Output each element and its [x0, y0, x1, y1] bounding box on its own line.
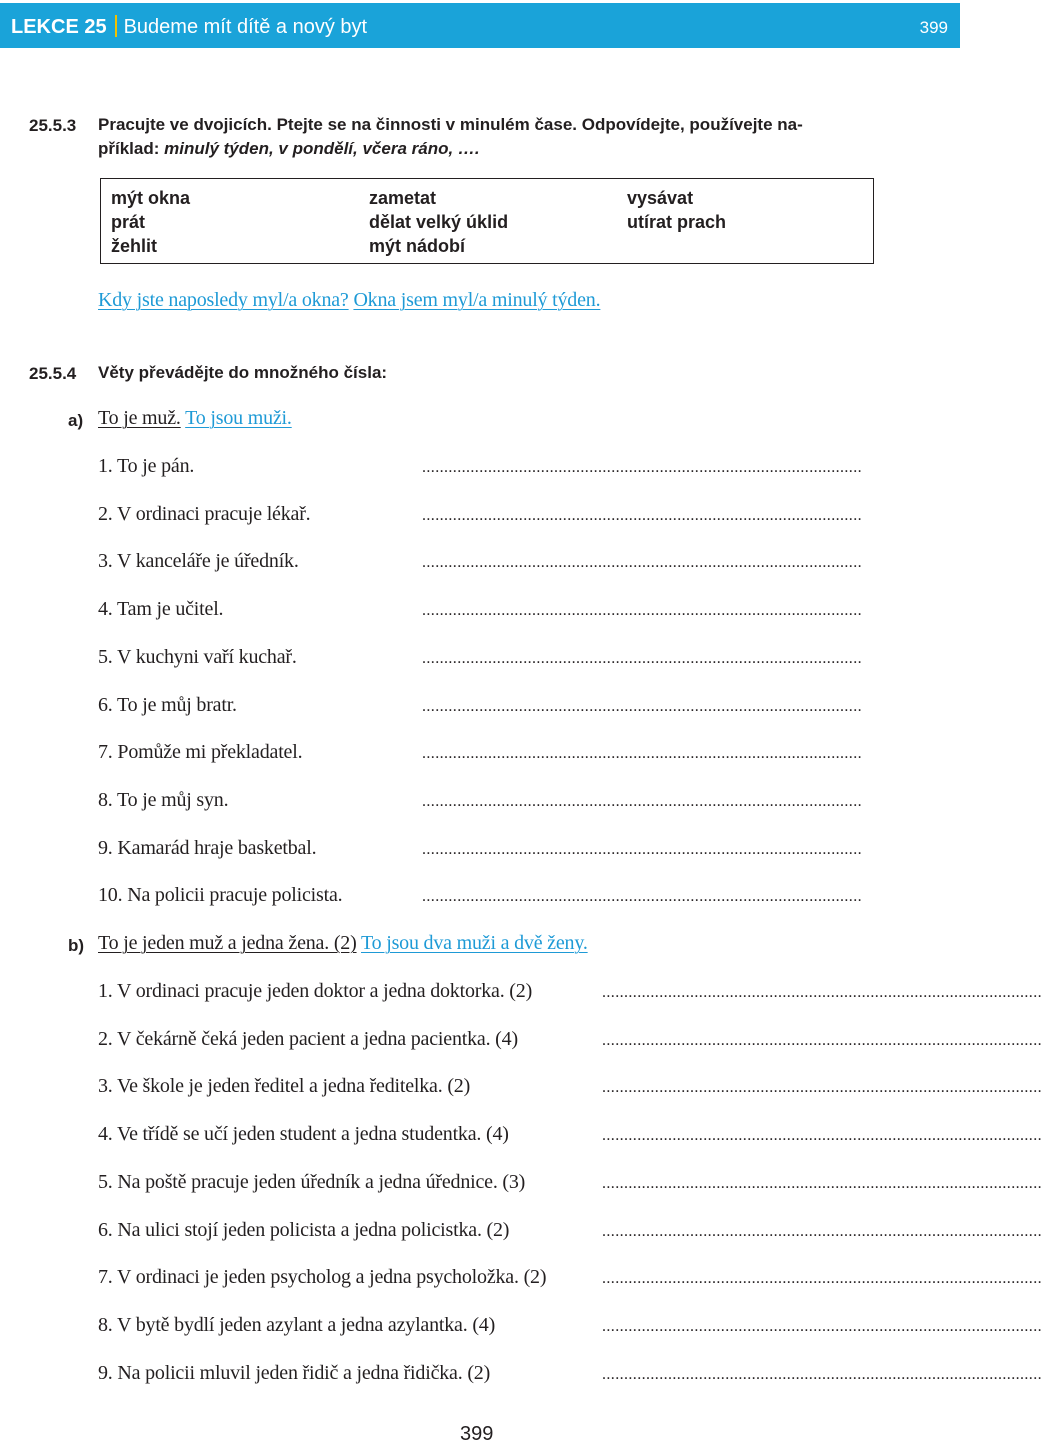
word: žehlit — [111, 236, 158, 256]
word: prát — [111, 212, 146, 232]
exercise-item: 4. Tam je učitel. — [98, 598, 224, 621]
exercise-instruction-4: Věty převádějte do množného čísla: — [98, 363, 388, 382]
answer-blank[interactable]: .................................................................................................... — [602, 1127, 1042, 1145]
answer-blank[interactable]: .................................................................................................... — [602, 984, 1042, 1001]
exercise-item: 2. V čekárně čeká jeden pacient a jedna pacientka. (4) — [98, 1027, 518, 1050]
exercise-item: 4. Ve třídě se učí jeden student a jedna studentka. (4) — [98, 1123, 509, 1146]
answer-blank[interactable]: .................................................................................................... — [422, 697, 862, 715]
exercise-item: 2. V ordinaci pracuje lékař. — [98, 502, 311, 525]
part-a-example — [98, 407, 292, 430]
example-answer: To jsou dva muži a dvě ženy. — [361, 932, 588, 954]
answer-blank[interactable]: .................................................................................................... — [602, 1031, 1042, 1049]
footer-page-number: 399 — [460, 1423, 494, 1445]
answer-blank[interactable]: .................................................................................................... — [422, 888, 862, 906]
answer-blank[interactable]: .................................................................................................... — [602, 1365, 1042, 1383]
header-page-number: 399 — [919, 18, 948, 37]
answer-blank[interactable]: .................................................................................................... — [422, 554, 862, 572]
example-sentence: To je muž. — [98, 407, 181, 429]
answer-blank[interactable]: .................................................................................................... — [602, 1222, 1042, 1240]
part-a-label: a) — [68, 411, 84, 430]
page-header — [0, 3, 960, 48]
lesson-number: LEKCE 25 — [11, 16, 107, 38]
exercise-item: 8. V bytě bydlí jeden azylant a jedna azylantka. (4) — [98, 1313, 496, 1336]
word-column-3 — [627, 186, 726, 234]
exercise-instruction-3 — [98, 113, 938, 161]
answer-blank[interactable]: .................................................................................................... — [422, 745, 862, 763]
instruction-line-1: Pracujte ve dvojicích. Ptejte se na činnosti v minulém čase. Odpovídejte, používejte na- — [98, 115, 803, 134]
word-column-2 — [369, 186, 508, 258]
answer-blank[interactable]: .................................................................................................... — [602, 1174, 1042, 1192]
exercise-item: 5. V kuchyni vaří kuchař. — [98, 645, 297, 668]
example-sentence: To je jeden muž a jedna žena. (2) — [98, 932, 357, 954]
instruction-prefix: příklad: — [98, 139, 165, 158]
header-separator — [115, 15, 117, 37]
exercise-item: 7. V ordinaci je jeden psycholog a jedna psycholožka. (2) — [98, 1266, 547, 1289]
answer-blank[interactable]: .................................................................................................... — [602, 1270, 1042, 1288]
exercise-item: 6. Na ulici stojí jeden policista a jedna policistka. (2) — [98, 1218, 510, 1241]
exercise-item: 3. V kanceláře je úředník. — [98, 550, 299, 573]
exercise-number-3: 25.5.3 — [29, 116, 77, 135]
answer-blank[interactable]: .................................................................................................... — [602, 1079, 1042, 1097]
exercise-item: 6. To je můj bratr. — [98, 693, 237, 716]
word: dělat velký úklid — [369, 212, 509, 232]
example-answer: To jsou muži. — [185, 407, 292, 429]
word: utírat prach — [627, 212, 727, 232]
example-dialogue — [98, 289, 600, 312]
lesson-name: Budeme mít dítě a nový byt — [123, 16, 368, 38]
exercise-item: 1. V ordinaci pracuje jeden doktor a jedna doktorka. (2) — [98, 980, 533, 1002]
exercise-item: 7. Pomůže mi překladatel. — [98, 741, 303, 764]
example-answer: Okna jsem myl/a minulý týden. — [353, 289, 601, 311]
answer-blank[interactable]: .................................................................................................... — [422, 792, 862, 810]
word: vysávat — [627, 188, 694, 208]
instruction-line-2 — [98, 137, 938, 161]
exercise-item: 9. Kamarád hraje basketbal. — [98, 836, 317, 859]
part-b-example — [98, 932, 588, 955]
exercise-number-4: 25.5.4 — [29, 364, 77, 383]
example-question: Kdy jste naposledy myl/a okna? — [98, 289, 349, 311]
exercise-item: 8. To je můj syn. — [98, 788, 229, 811]
answer-blank[interactable]: .................................................................................................... — [602, 1317, 1042, 1335]
lesson-title — [11, 15, 367, 39]
exercise-item: 10. Na policii pracuje policista. — [98, 884, 343, 907]
word-box — [100, 178, 874, 264]
answer-blank[interactable]: .................................................................................................... — [422, 649, 862, 667]
exercise-item: 5. Na poště pracuje jeden úředník a jedna úřednice. (3) — [98, 1170, 526, 1193]
exercise-item: 3. Ve škole je jeden ředitel a jedna ředitelka. (2) — [98, 1075, 471, 1098]
answer-blank[interactable]: .................................................................................................... — [422, 506, 862, 524]
word: mýt nádobí — [369, 236, 466, 256]
part-b-label: b) — [68, 936, 85, 955]
answer-blank[interactable]: .................................................................................................... — [422, 602, 862, 620]
word: zametat — [369, 188, 437, 208]
answer-blank[interactable]: .................................................................................................... — [422, 840, 862, 858]
exercise-item: 9. Na policii mluvil jeden řidič a jedna řidička. (2) — [98, 1361, 491, 1384]
word-column-1 — [111, 186, 190, 258]
answer-blank[interactable]: .................................................................................................... — [422, 459, 862, 476]
exercise-item: 1. To je pán. — [98, 455, 195, 477]
instruction-italic: minulý týden, v pondělí, včera ráno, …. — [164, 139, 480, 158]
word: mýt okna — [111, 188, 191, 208]
